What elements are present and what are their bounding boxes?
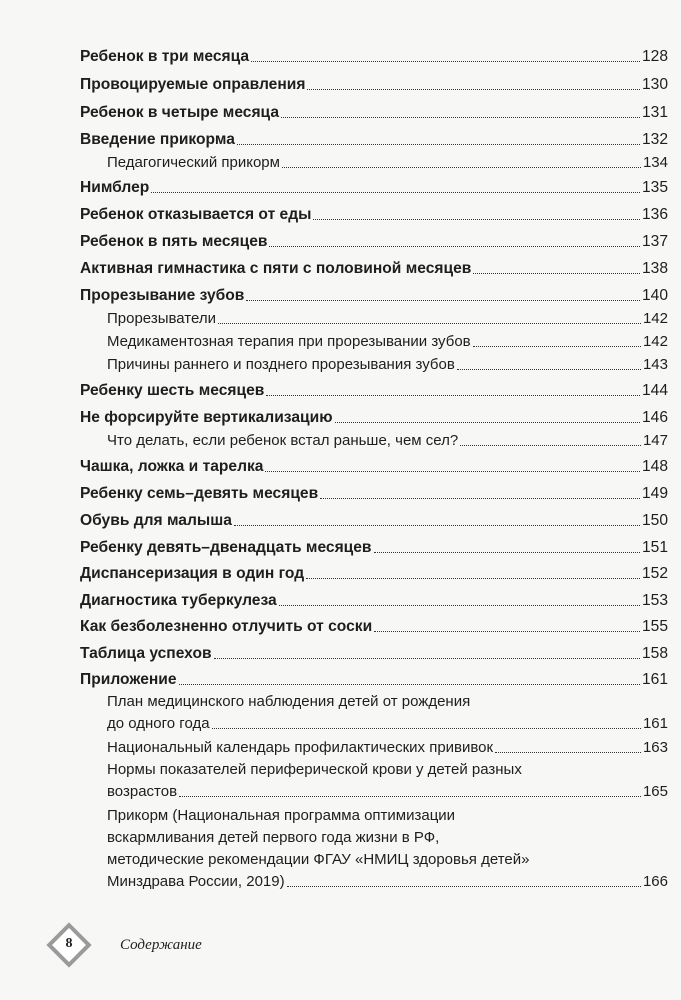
toc-entry-page: 166 <box>642 873 668 890</box>
dot-leader <box>266 395 640 396</box>
toc-entry <box>80 104 668 122</box>
dot-leader <box>313 219 640 220</box>
toc-entry-title: Причины раннего и позднего прорезывания зубов <box>107 356 455 373</box>
toc-entry-page: 165 <box>642 783 668 800</box>
toc-entry-title: Ребенок в пять месяцев <box>80 233 268 250</box>
dot-leader <box>374 552 640 553</box>
toc-entry <box>80 458 668 476</box>
toc-entry-page: 137 <box>641 233 668 250</box>
appendix-plan-line1: План медицинского наблюдения детей от рождения <box>107 693 471 710</box>
toc-entry-title: возрастов <box>107 783 178 800</box>
toc-entry-page: 143 <box>642 356 668 373</box>
toc-entry-title: Ребенок в четыре месяца <box>80 104 280 121</box>
toc-entry-title: Чашка, ложка и тарелка <box>80 458 264 475</box>
dot-leader <box>335 422 640 423</box>
toc-entry-title: Ребенок отказывается от еды <box>80 206 312 223</box>
toc-subentry <box>107 432 668 450</box>
dot-leader <box>287 886 641 887</box>
dot-leader <box>306 578 640 579</box>
toc-entry-title: Приложение <box>80 671 177 688</box>
toc-entry-title: Ребенку семь–девять месяцев <box>80 485 319 502</box>
toc-entry-page: 147 <box>642 432 668 449</box>
appendix-prikorm-line1: Прикорм (Национальная программа оптимизации <box>107 807 456 824</box>
toc-entry <box>80 287 668 305</box>
toc-entry <box>80 409 668 427</box>
toc-entry-page: 161 <box>642 715 668 732</box>
dot-leader <box>495 752 641 753</box>
dot-leader <box>460 445 641 446</box>
toc-entry-page: 150 <box>641 512 668 529</box>
toc-entry-page: 163 <box>642 739 668 756</box>
toc-entry-page: 131 <box>641 104 668 121</box>
appendix-norms-line1: Нормы показателей периферической крови у детей разных <box>107 761 522 778</box>
toc-entry-page: 136 <box>641 206 668 223</box>
toc-entry <box>80 539 668 557</box>
toc-entry-page: 134 <box>642 154 668 171</box>
dot-leader <box>473 346 641 347</box>
toc-entry-title: Активная гимнастика с пяти с половиной месяцев <box>80 260 472 277</box>
dot-leader <box>320 498 640 499</box>
toc-entry <box>80 671 668 689</box>
toc-entry-page: 151 <box>641 539 668 556</box>
dot-leader <box>246 300 640 301</box>
toc-entry <box>80 260 668 278</box>
toc-entry <box>80 645 668 663</box>
dot-leader <box>214 658 640 659</box>
toc-entry-title: Национальный календарь профилактических прививок <box>107 739 494 756</box>
toc-entry-page: 138 <box>641 260 668 277</box>
dot-leader <box>218 323 641 324</box>
toc-entry-page: 149 <box>641 485 668 502</box>
toc-entry-page: 140 <box>641 287 668 304</box>
toc-entry-page: 158 <box>641 645 668 662</box>
dot-leader <box>282 167 641 168</box>
dot-leader <box>151 192 640 193</box>
toc-entry-title: Медикаментозная терапия при прорезывании зубов <box>107 333 471 350</box>
toc-entry <box>80 48 668 66</box>
toc-entry-page: 132 <box>641 131 668 148</box>
toc-entry-title: Ребенок в три месяца <box>80 48 250 65</box>
dot-leader <box>281 117 640 118</box>
toc-entry <box>80 512 668 530</box>
toc-subentry <box>107 783 668 801</box>
toc-entry <box>80 206 668 224</box>
toc-subentry <box>107 739 668 757</box>
dot-leader <box>179 796 641 797</box>
dot-leader <box>307 89 640 90</box>
toc-entry <box>80 233 668 251</box>
toc-entry-title: Диагностика туберкулеза <box>80 592 277 609</box>
appendix-prikorm-line2: вскармливания детей первого года жизни в РФ, <box>107 829 440 846</box>
dot-leader <box>269 246 639 247</box>
toc-entry <box>80 131 668 149</box>
dot-leader <box>234 525 640 526</box>
toc-entry-title: Педагогический прикорм <box>107 154 280 171</box>
toc-entry-title: Обувь для малыша <box>80 512 232 529</box>
toc-entry-page: 148 <box>641 458 668 475</box>
toc-entry <box>80 179 668 197</box>
dot-leader <box>265 471 640 472</box>
toc-entry-title: Таблица успехов <box>80 645 212 662</box>
dot-leader <box>457 369 641 370</box>
page-number: 8 <box>65 936 73 951</box>
toc-entry-title: Провоцируемые оправления <box>80 76 306 93</box>
toc-entry-page: 146 <box>641 409 668 426</box>
toc-entry-title: Как безболезненно отлучить от соски <box>80 618 373 635</box>
dot-leader <box>237 144 640 145</box>
toc-entry-title: Прорезыватели <box>107 310 216 327</box>
toc-entry-title: Ребенку девять–двенадцать месяцев <box>80 539 372 556</box>
appendix-prikorm-line3: методические рекомендации ФГАУ «НМИЦ здоровья детей» <box>107 851 530 868</box>
toc-subentry <box>107 154 668 172</box>
dot-leader <box>179 684 640 685</box>
toc-subentry <box>107 310 668 328</box>
toc-entry-title: до одного года <box>107 715 210 732</box>
toc-entry-page: 142 <box>642 333 668 350</box>
dot-leader <box>473 273 640 274</box>
toc-entry <box>80 485 668 503</box>
toc-entry-page: 142 <box>642 310 668 327</box>
toc-entry-title: Что делать, если ребенок встал раньше, чем сел? <box>107 432 459 449</box>
toc-entry-title: Диспансеризация в один год <box>80 565 305 582</box>
page-number-badge <box>48 924 90 966</box>
toc-entry <box>80 592 668 610</box>
dot-leader <box>279 605 640 606</box>
toc-entry-page: 153 <box>641 592 668 609</box>
toc-entry-page: 128 <box>641 48 668 65</box>
toc-subentry <box>107 715 668 733</box>
toc-subentry <box>107 873 668 891</box>
toc-entry <box>80 76 668 94</box>
toc-entry-title: Не форсируйте вертикализацию <box>80 409 333 426</box>
toc-entry-page: 144 <box>641 382 668 399</box>
dot-leader <box>251 61 640 62</box>
dot-leader <box>374 631 640 632</box>
toc-entry-page: 130 <box>641 76 668 93</box>
toc-entry <box>80 382 668 400</box>
section-label: Содержание <box>120 937 202 953</box>
toc-entry-page: 161 <box>641 671 668 688</box>
toc-entry-title: Ребенку шесть месяцев <box>80 382 265 399</box>
toc-entry <box>80 618 668 636</box>
toc-subentry <box>107 333 668 351</box>
toc-entry-page: 135 <box>641 179 668 196</box>
dot-leader <box>212 728 641 729</box>
toc-entry-page: 155 <box>641 618 668 635</box>
toc-entry-title: Нимблер <box>80 179 150 196</box>
toc-entry-title: Введение прикорма <box>80 131 235 148</box>
toc-entry-title: Прорезывание зубов <box>80 287 245 304</box>
toc-entry-page: 152 <box>641 565 668 582</box>
toc-subentry <box>107 356 668 374</box>
toc-entry <box>80 565 668 583</box>
toc-entry-title: Минздрава России, 2019) <box>107 873 285 890</box>
